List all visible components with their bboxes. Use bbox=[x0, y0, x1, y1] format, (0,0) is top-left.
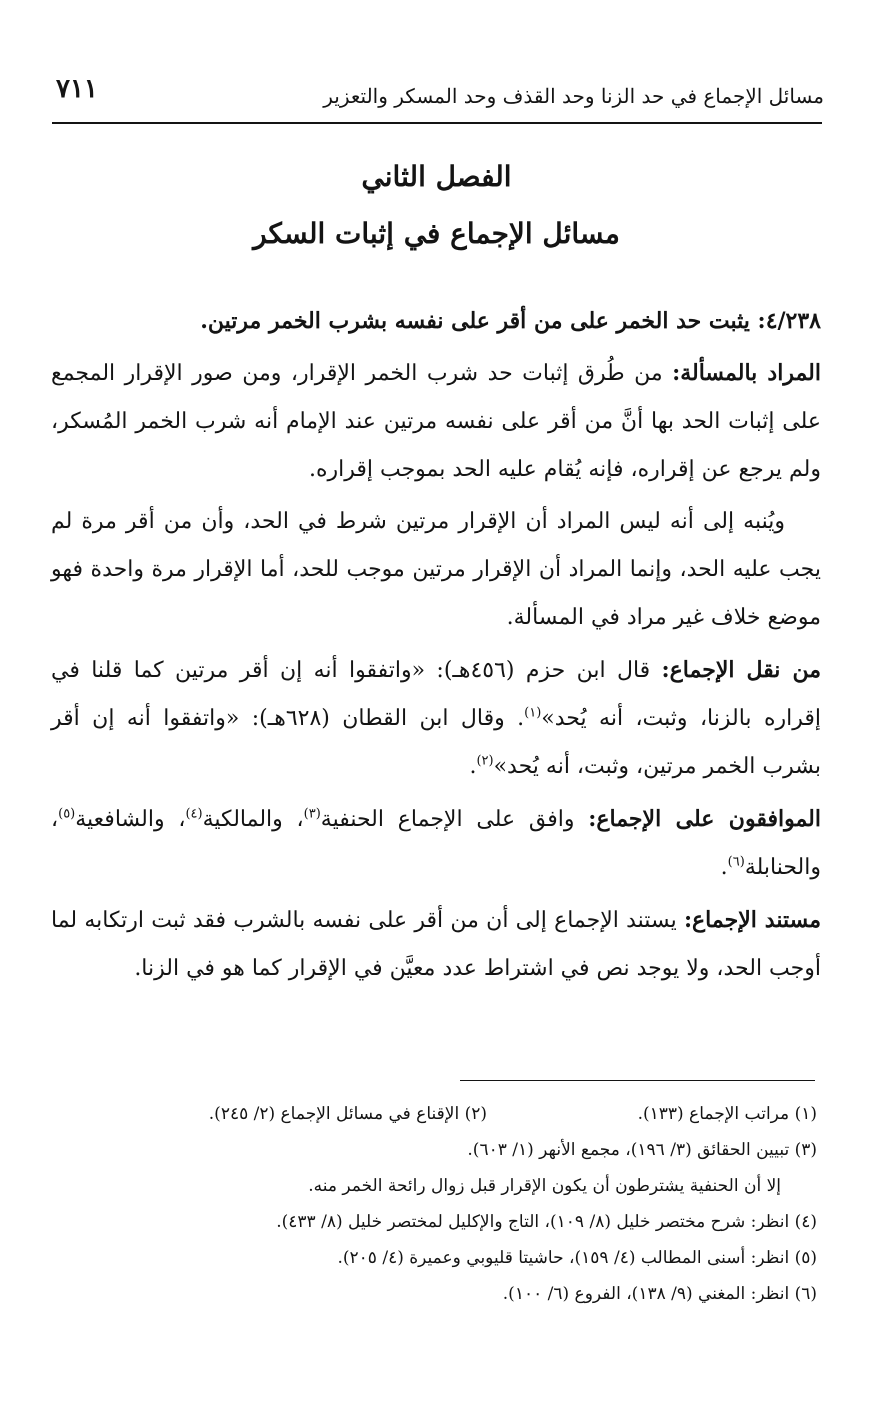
footnotes bbox=[51, 1096, 817, 1312]
text-transmission-2: . وقال ابن القطان (٦٢٨هـ): «واتفقوا أنه إن أقر بشرب الخمر مرتين، وثبت، أنه يُحد» bbox=[51, 706, 821, 779]
running-header bbox=[52, 72, 824, 122]
paragraph-transmission bbox=[51, 646, 821, 791]
text-agreeing-3: ، والشافعية bbox=[75, 807, 186, 832]
paragraph-meaning bbox=[51, 349, 821, 494]
paragraph-basis bbox=[51, 896, 821, 993]
running-title: مسائل الإجماع في حد الزنا وحد القذف وحد المسكر والتعزير bbox=[323, 84, 824, 108]
text-transmission-3: . bbox=[469, 754, 477, 779]
chapter-number-title: الفصل الثاني bbox=[361, 160, 512, 193]
lead-meaning: المراد بالمسألة: bbox=[672, 360, 821, 386]
lead-agreeing: الموافقون على الإجماع: bbox=[588, 806, 821, 832]
text-agreeing-1: وافق على الإجماع الحنفية bbox=[320, 807, 589, 832]
footnote-ref-5: (٥) bbox=[58, 806, 76, 822]
footnote-ref-6: (٦) bbox=[727, 854, 745, 870]
text-basis: يستند الإجماع إلى أن من أقر على نفسه بالشرب فقد ثبت ارتكابه لما أوجب الحد، ولا يوجد نص في اشتراط عدد معيَّن في الإقرار كما هو في الزنا. bbox=[51, 908, 821, 981]
footnote-2: (٢) الإقناع في مسائل الإجماع (٢/ ٢٤٥). bbox=[208, 1104, 487, 1124]
text-meaning: من طُرق إثبات حد شرب الخمر الإقرار، ومن صور الإقرار المجمع على إثبات الحد بها أنَّ من أقر على نفسه مرتين عند الإمام أنه شرب الخمر المُسكر، ولم يرجع عن إقراره، فإنه يُقام عليه الحد بموجب إقراره. bbox=[51, 361, 821, 482]
lead-basis: مستند الإجماع: bbox=[683, 907, 822, 933]
text-agreeing-5: . bbox=[720, 855, 728, 880]
text-note: ويُنبه إلى أنه ليس المراد أن الإقرار مرتين شرط في الحد، وأن من أقر مرة لم يجب عليه الحد، وإنما المراد أن الإقرار مرتين موجب للحد، أما الإقرار مرة واحدة فهو موضع خلاف غير مراد في المسألة. bbox=[51, 509, 821, 630]
footnote-4: (٤) انظر: شرح مختصر خليل (٨/ ١٠٩)، التاج والإكليل لمختصر خليل (٨/ ٤٣٣). bbox=[276, 1212, 817, 1232]
footnote-row-1-2 bbox=[51, 1096, 817, 1132]
paragraph-note bbox=[51, 498, 821, 642]
footnote-ref-1: (١) bbox=[524, 705, 542, 721]
footnote-ref-3: (٣) bbox=[303, 806, 321, 822]
header-rule bbox=[52, 122, 822, 124]
issue-title: ٤/٢٣٨: يثبت حد الخمر على من أقر على نفسه بشرب الخمر مرتين. bbox=[200, 308, 821, 334]
footnote-rule bbox=[460, 1080, 815, 1081]
footnote-5: (٥) انظر: أسنى المطالب (٤/ ١٥٩)، حاشيتا قليوبي وعميرة (٤/ ٢٠٥). bbox=[337, 1248, 817, 1268]
paragraph-agreeing bbox=[51, 795, 821, 892]
footnote-3: (٣) تبيين الحقائق (٣/ ١٩٦)، مجمع الأنهر (١/ ٦٠٣). bbox=[467, 1140, 817, 1160]
text-transmission-1: قال ابن حزم (٤٥٦هـ): «واتفقوا أنه إن أقر مرتين كما قلنا في إقراره بالزنا، وثبت، أنه يُحد» bbox=[51, 658, 821, 731]
text-agreeing-2: ، والمالكية bbox=[202, 807, 304, 832]
footnote-3-continuation: إلا أن الحنفية يشترطون أن يكون الإقرار قبل زوال رائحة الخمر منه. bbox=[308, 1176, 781, 1196]
footnote-1: (١) مراتب الإجماع (١٣٣). bbox=[637, 1104, 817, 1124]
chapter-title: مسائل الإجماع في إثبات السكر bbox=[253, 217, 620, 250]
footnote-6: (٦) انظر: المغني (٩/ ١٣٨)، الفروع (٦/ ١٠٠). bbox=[502, 1284, 817, 1304]
main-text bbox=[51, 297, 821, 997]
footnote-ref-4: (٤) bbox=[185, 806, 203, 822]
page-number: ٧١١ bbox=[56, 74, 98, 104]
text-agreeing-4: ، والحنابلة bbox=[51, 807, 821, 880]
footnote-ref-2: (٢) bbox=[476, 753, 494, 769]
lead-transmission: من نقل الإجماع: bbox=[661, 657, 821, 683]
